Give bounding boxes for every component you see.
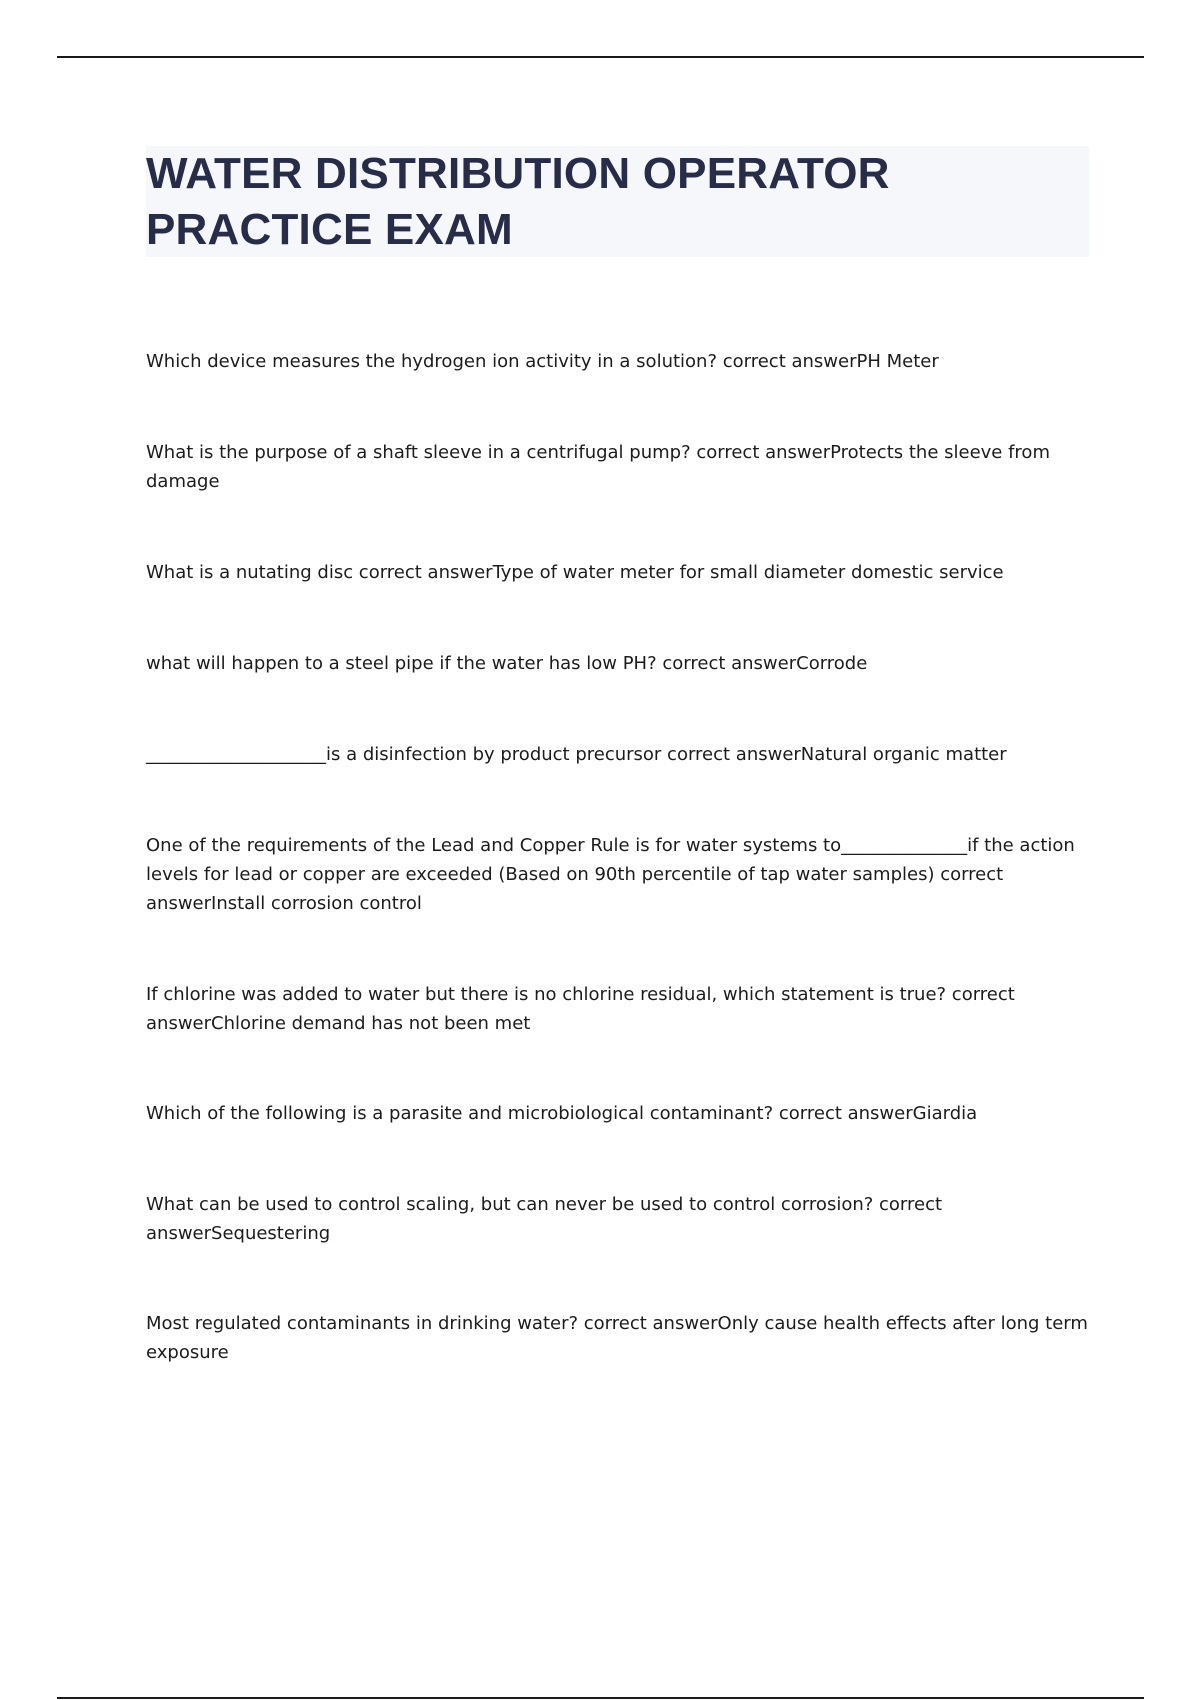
question-item-9: What can be used to control scaling, but can never be used to control corrosion? correct answerSequestering — [146, 1194, 943, 1244]
question-item-3: What is a nutating disc correct answerType of water meter for small diameter domestic service — [146, 562, 1004, 583]
question-item-6: One of the requirements of the Lead and Copper Rule is for water systems to______________if the action levels for lead or copper are exceeded (Based on 90th percentile of tap water samples) correct answerInstall corrosion control — [146, 835, 1075, 914]
question-item-8: Which of the following is a parasite and microbiological contaminant? correct answerGiardia — [146, 1103, 978, 1124]
question-item-7: If chlorine was added to water but there is no chlorine residual, which statement is true? correct answerChlorine demand has not been met — [146, 984, 1015, 1034]
title-banner — [146, 146, 1089, 257]
question-item-5: ____________________is a disinfection by product precursor correct answerNatural organic matter — [146, 744, 1007, 765]
bottom-rule — [57, 1697, 1144, 1699]
question-item-1: Which device measures the hydrogen ion activity in a solution? correct answerPH Meter — [146, 351, 939, 372]
page-title: WATER DISTRIBUTION OPERATOR PRACTICE EXAM — [146, 149, 890, 254]
top-rule — [57, 56, 1144, 58]
question-item-2: What is the purpose of a shaft sleeve in a centrifugal pump? correct answerProtects the sleeve from damage — [146, 442, 1050, 492]
question-item-4: what will happen to a steel pipe if the water has low PH? correct answerCorrode — [146, 653, 868, 674]
question-item-10: Most regulated contaminants in drinking water? correct answerOnly cause health effects after long term exposure — [146, 1313, 1088, 1363]
